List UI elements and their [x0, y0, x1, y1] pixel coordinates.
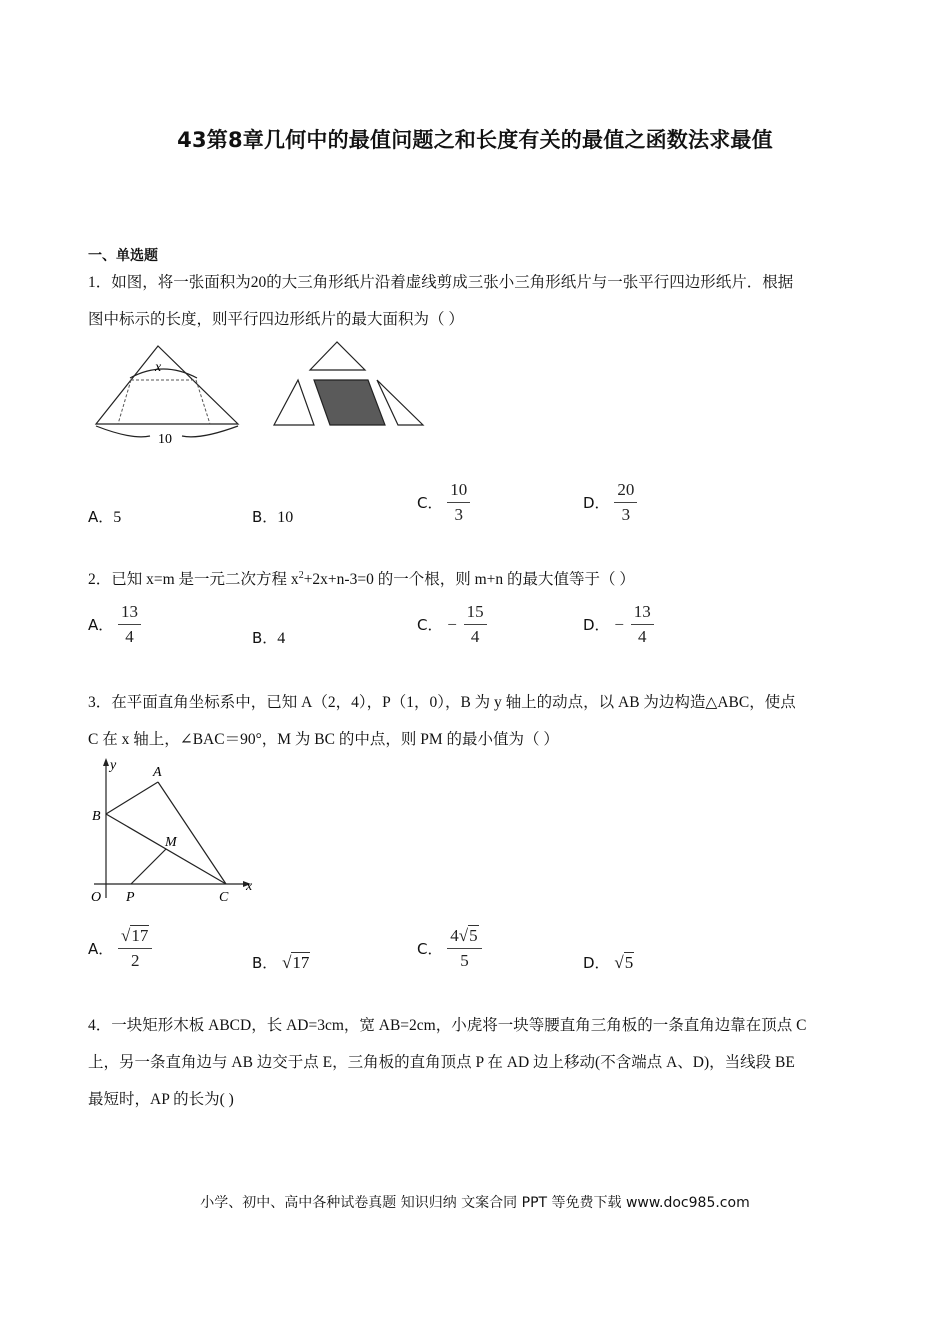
q1-option-c-label: C．	[417, 494, 443, 512]
cut-line-left	[118, 380, 131, 424]
q3-option-b	[252, 952, 310, 973]
q2-option-c	[417, 602, 487, 647]
q3-line2: C 在 x 轴上，∠BAC＝90°，M 为 BC 的中点，则 PM 的最小值为（ ）	[88, 731, 559, 748]
segment-ab	[106, 782, 158, 814]
label-x: x	[155, 360, 162, 375]
q3-option-c-label: C．	[417, 940, 443, 958]
q3-option-a-label: A．	[88, 940, 114, 958]
q1-line1: 1．如图，将一张面积为20的大三角形纸片沿着虚线剪成三张小三角形纸片与一张平行四边形纸片．根据	[88, 274, 794, 291]
q3-option-c-fraction	[447, 926, 481, 971]
cut-line-right	[196, 380, 210, 424]
minus-sign: −	[614, 614, 624, 634]
q2-option-a	[88, 602, 141, 647]
label-p: P	[126, 890, 135, 905]
big-triangle	[96, 346, 238, 424]
sqrt-expression: √17	[121, 926, 149, 945]
piece-parallelogram	[314, 380, 385, 425]
q3-figure	[86, 756, 266, 906]
minus-sign: −	[447, 614, 457, 634]
q1-option-d-fraction	[614, 480, 637, 525]
q2-option-a-label: A．	[88, 616, 114, 634]
q2-option-c-fraction	[464, 602, 487, 647]
q4-line2: 上，另一条直角边与 AB 边交于点 E，三角板的直角顶点 P 在 AD 边上移动(不含端点 A、D)，当线段 BE	[88, 1054, 795, 1071]
radicand: 17	[131, 926, 149, 945]
ten-brace-right	[182, 426, 238, 437]
x-brace	[130, 369, 197, 378]
q2-option-b	[252, 627, 285, 648]
fraction-denominator: 3	[621, 505, 631, 524]
q3-option-c	[417, 926, 482, 971]
sqrt-expression: √17	[282, 953, 310, 972]
q2-line1	[88, 567, 635, 589]
fraction-numerator: 20	[617, 480, 635, 499]
fraction-denominator: 4	[637, 627, 647, 646]
page-footer: 小学、初中、高中各种试卷真题 知识归纳 文案合同 PPT 等免费下载 www.doc985.com	[200, 1195, 750, 1211]
radicand: 5	[624, 953, 634, 972]
q1-figure	[88, 340, 433, 452]
fraction-denominator: 2	[130, 951, 140, 970]
fraction-denominator: 5	[460, 951, 469, 970]
fraction-numerator	[447, 926, 481, 948]
label-m: M	[165, 835, 177, 850]
label-a: A	[153, 765, 162, 780]
q3-option-a-fraction	[118, 926, 152, 971]
q3-line1: 3．在平面直角坐标系中，已知 A（2，4），P（1，0），B 为 y 轴上的动点，以 AB 为边构造△ABC，使点	[88, 694, 796, 711]
fraction-numerator: 13	[121, 602, 139, 621]
fraction-numerator: 15	[466, 602, 484, 621]
sqrt-expression: √5	[614, 953, 634, 972]
q1-option-b-label: B．	[252, 508, 278, 526]
q1-option-c	[417, 480, 470, 525]
ten-brace-left	[96, 426, 150, 437]
q2-option-a-fraction	[118, 602, 141, 647]
q2-option-d	[583, 602, 654, 647]
q4-line1: 4．一块矩形木板 ABCD，长 AD=3cm，宽 AB=2cm，小虎将一块等腰直角三角板的一条直角边靠在顶点 C	[88, 1017, 807, 1034]
fraction-numerator: 13	[633, 602, 651, 621]
page-title: 43第8章几何中的最值问题之和长度有关的最值之函数法求最值	[177, 128, 773, 152]
q2-option-b-label: B．	[252, 629, 278, 647]
q1-option-a-value: 5	[113, 509, 122, 526]
label-10: 10	[158, 432, 172, 447]
section-heading: 一、单选题	[88, 248, 158, 264]
q2-option-b-value: 4	[277, 630, 286, 647]
piece-right-triangle	[377, 380, 423, 425]
y-axis-arrow	[103, 758, 109, 766]
fraction-denominator: 3	[454, 505, 464, 524]
q1-option-d	[583, 480, 637, 525]
radicand: 17	[292, 953, 310, 972]
q1-option-d-label: D．	[583, 494, 610, 512]
q2-option-d-fraction	[631, 602, 654, 647]
fraction-numerator	[118, 926, 152, 948]
label-o: O	[91, 890, 102, 905]
segment-ac	[158, 782, 226, 884]
piece-top-triangle	[310, 342, 365, 370]
label-b: B	[92, 809, 101, 824]
q1-option-a-label: A．	[88, 508, 114, 526]
q3-option-d-label: D．	[583, 954, 610, 972]
segment-pm	[131, 849, 166, 884]
q1-option-c-fraction	[447, 480, 470, 525]
q2-line1-post: +2x+n-3=0 的一个根，则 m+n 的最大值等于（ ）	[303, 571, 635, 588]
fraction-denominator: 4	[470, 627, 480, 646]
label-x: x	[246, 879, 253, 894]
q2-line1-pre: 2．已知 x=m 是一元二次方程 x	[88, 571, 299, 588]
radicand: 5	[469, 926, 478, 945]
fraction-denominator: 4	[125, 627, 134, 646]
q1-option-a	[88, 506, 121, 527]
q2-option-c-label: C．	[417, 616, 443, 634]
sqrt-expression: √5	[458, 926, 478, 945]
q3-option-b-label: B．	[252, 954, 278, 972]
q1-option-b-value: 10	[277, 509, 294, 526]
q4-line3: 最短时，AP 的长为( )	[88, 1091, 234, 1108]
q1-line2: 图中标示的长度，则平行四边形纸片的最大面积为（ ）	[88, 311, 464, 328]
label-y: y	[110, 758, 117, 773]
q1-option-b	[252, 506, 293, 527]
label-c: C	[219, 890, 229, 905]
coefficient: 4	[450, 926, 459, 945]
q2-superscript: 2	[298, 569, 304, 581]
q3-option-a	[88, 926, 152, 971]
q3-option-d	[583, 952, 634, 973]
piece-left-triangle	[274, 380, 314, 425]
fraction-numerator: 10	[450, 480, 468, 499]
q2-option-d-label: D．	[583, 616, 610, 634]
